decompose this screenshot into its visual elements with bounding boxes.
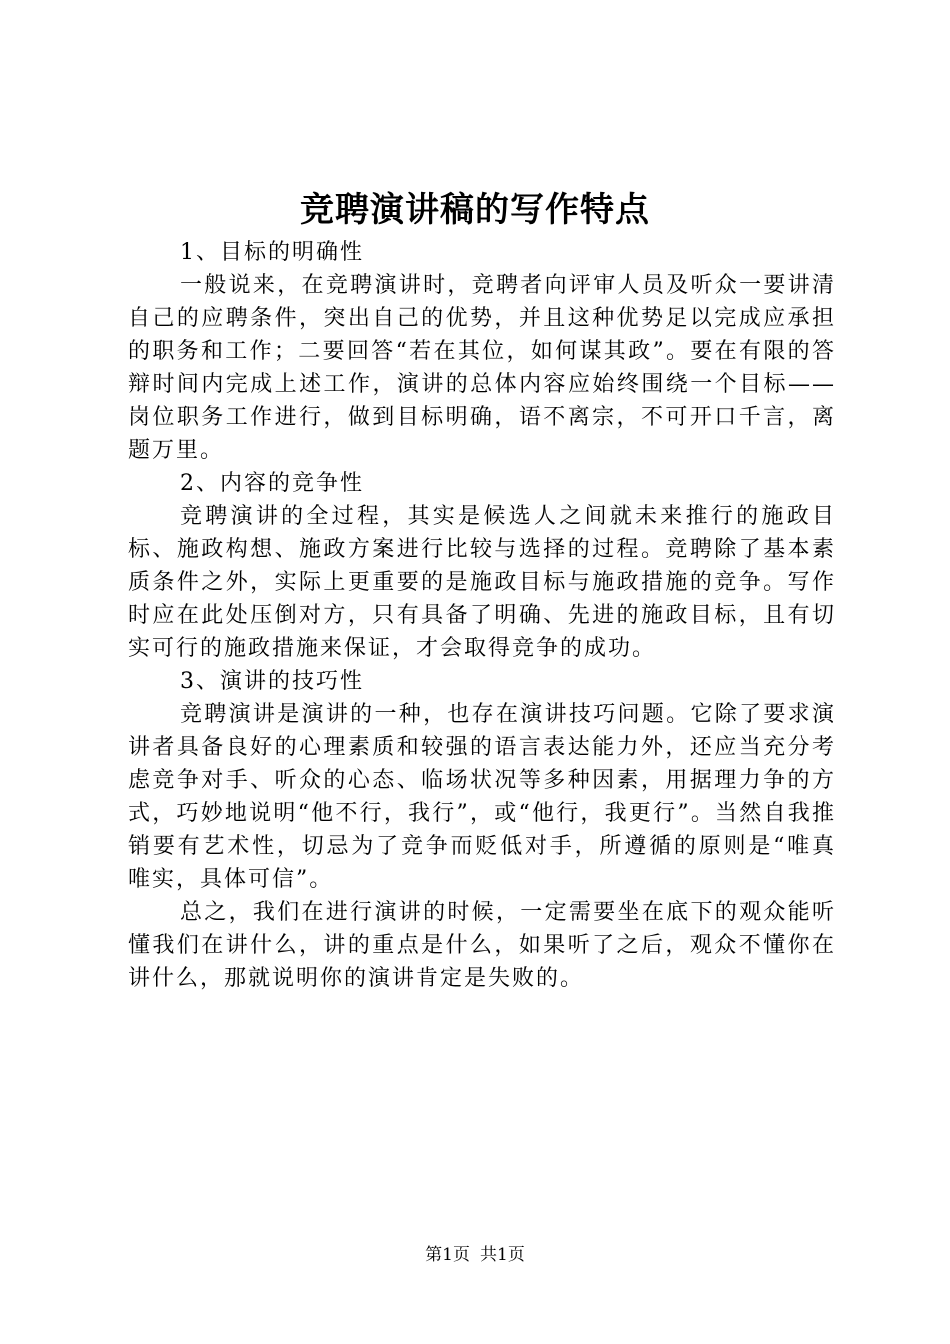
paragraph-goal: 一般说来，在竞聘演讲时，竞聘者向评审人员及听众一要讲清自己的应聘条件，突出自己的优势，并且这种优势足以完成应承担的职务和工作；二要回答“若在其位，如何谋其政”。要在有限的答辩时间内完成上述工作，演讲的总体内容应始终围绕一个目标——岗位职务工作进行，做到目标明确，语不离宗，不可开口千言，离题万里。 — [128, 273, 836, 463]
paragraph-conclusion: 总之，我们在进行演讲的时候，一定需要坐在底下的观众能听懂我们在讲什么，讲的重点是什么，如果听了之后，观众不懂你在讲什么，那就说明你的演讲肯定是失败的。 — [128, 900, 836, 991]
page-number: 第1页 — [425, 1245, 470, 1265]
section-heading-technique: 3、演讲的技巧性 — [180, 669, 364, 694]
document-title: 竞聘演讲稿的写作特点 — [300, 190, 650, 230]
paragraph-competition: 竞聘演讲的全过程，其实是候选人之间就未来推行的施政目标、施政构想、施政方案进行比较与选择的过程。竞聘除了基本素质条件之外，实际上更重要的是施政目标与施政措施的竞争。写作时应在此处压倒对方，只有具备了明确、先进的施政目标，且有切实可行的施政措施来保证，才会取得竞争的成功。 — [128, 504, 836, 661]
document-body — [128, 236, 836, 995]
paragraph-technique: 竞聘演讲是演讲的一种，也存在演讲技巧问题。它除了要求演讲者具备良好的心理素质和较强的语言表达能力外，还应当充分考虑竞争对手、听众的心态、临场状况等多种因素，用据理力争的方式，巧妙地说明“他不行，我行”，或“他行，我更行”。当然自我推销要有艺术性，切忌为了竞争而贬低对手，所遵循的原则是“唯真唯实，具体可信”。 — [128, 702, 836, 892]
page-footer — [0, 1243, 950, 1267]
page-count: 共1页 — [480, 1245, 525, 1265]
section-heading-goal: 1、目标的明确性 — [180, 240, 364, 265]
section-heading-competition: 2、内容的竞争性 — [180, 471, 364, 496]
